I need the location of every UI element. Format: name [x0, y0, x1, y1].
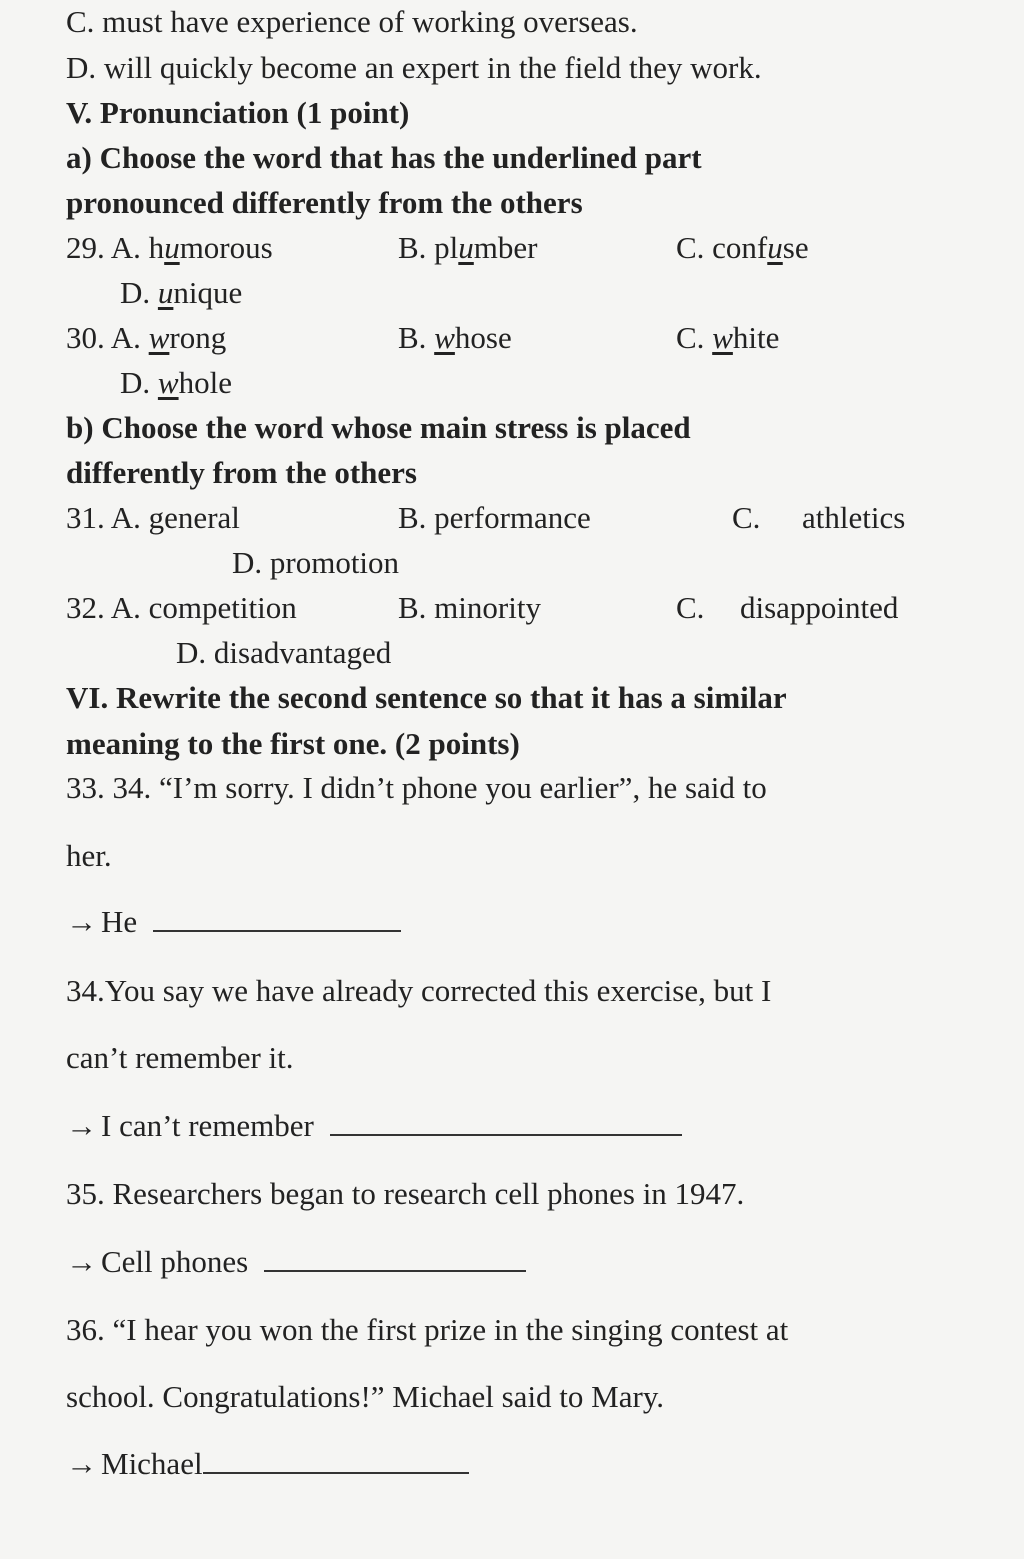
q31-option-c: athletics: [802, 500, 906, 535]
q36-answer-lead: Michael: [101, 1446, 203, 1481]
q29-option-a: 29. A. humorous: [66, 230, 273, 265]
arrow-icon: →: [66, 1108, 97, 1143]
arrow-icon: →: [66, 1446, 97, 1481]
q30-option-c: C. white: [676, 320, 780, 355]
q32-option-c-label: C.: [676, 590, 705, 625]
q33-answer-lead: He: [101, 904, 138, 939]
q35-answer-blank[interactable]: [264, 1248, 526, 1272]
q32-option-c: disappointed: [740, 590, 899, 625]
q33-prompt-1: 33. 34. “I’m sorry. I didn’t phone you earlier”, he said to: [66, 770, 767, 805]
q31-option-b: B. performance: [398, 500, 591, 535]
arrow-icon: →: [66, 904, 97, 939]
q30-option-d: D. whole: [120, 365, 232, 400]
q32-option-b: B. minority: [398, 590, 541, 625]
q33-answer-blank[interactable]: [153, 908, 401, 932]
q32-option-d: D. disadvantaged: [176, 635, 392, 670]
q29-option-c: C. confuse: [676, 230, 809, 265]
q36-prompt-1: 36. “I hear you won the first prize in the singing contest at: [66, 1312, 789, 1347]
part-a-instruction-2: pronounced differently from the others: [66, 185, 583, 220]
part-a-instruction-1: a) Choose the word that has the underlined part: [66, 140, 702, 175]
q36-answer-blank[interactable]: [203, 1450, 469, 1474]
q31-option-c-label: C.: [732, 500, 761, 535]
q29-option-d: D. unique: [120, 275, 243, 310]
part-b-instruction-2: differently from the others: [66, 455, 417, 490]
option-c-text: C. must have experience of working overseas.: [66, 4, 638, 39]
section-6-title-1: VI. Rewrite the second sentence so that it has a similar: [66, 680, 787, 715]
q35-prompt-1: 35. Researchers began to research cell phones in 1947.: [66, 1176, 745, 1211]
arrow-icon: →: [66, 1244, 97, 1279]
q34-answer-lead: I can’t remember: [101, 1108, 314, 1143]
q31-option-d: D. promotion: [232, 545, 400, 580]
q35-answer-lead: Cell phones: [101, 1244, 249, 1279]
section-5-title: V. Pronunciation (1 point): [66, 95, 410, 130]
q34-answer-line: [66, 1110, 682, 1141]
q33-prompt-2: her.: [66, 838, 112, 873]
part-b-instruction-1: b) Choose the word whose main stress is placed: [66, 410, 691, 445]
q31-option-a: 31. A. general: [66, 500, 240, 535]
q30-option-a: 30. A. wrong: [66, 320, 227, 355]
q29-option-b: B. plumber: [398, 230, 538, 265]
q34-prompt-2: can’t remember it.: [66, 1040, 294, 1075]
q36-answer-line: [66, 1448, 469, 1479]
q33-answer-line: [66, 906, 401, 937]
q36-prompt-2: school. Congratulations!” Michael said to Mary.: [66, 1379, 665, 1414]
q35-answer-line: [66, 1246, 526, 1277]
q34-answer-blank[interactable]: [330, 1112, 682, 1136]
section-6-title-2: meaning to the first one. (2 points): [66, 726, 520, 761]
q34-prompt-1: 34.You say we have already corrected this exercise, but I: [66, 973, 772, 1008]
q30-option-b: B. whose: [398, 320, 512, 355]
q32-option-a: 32. A. competition: [66, 590, 297, 625]
option-d-text: D. will quickly become an expert in the field they work.: [66, 50, 762, 85]
